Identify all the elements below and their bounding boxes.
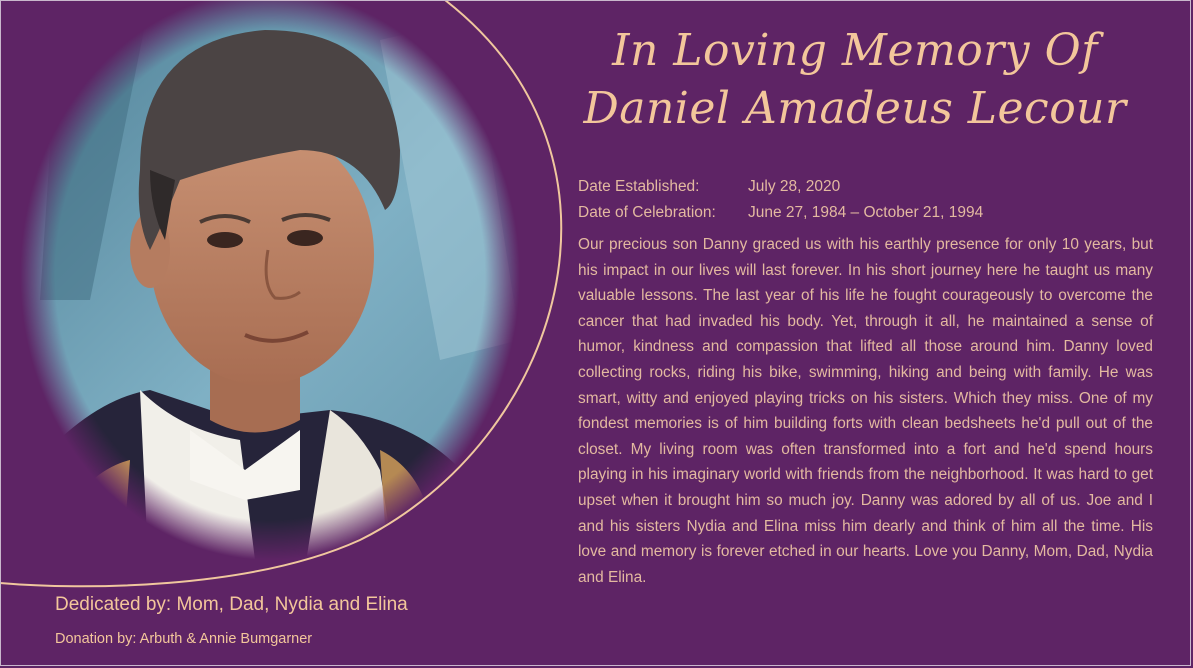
title-line-1: In Loving Memory Of bbox=[612, 25, 1098, 76]
memorial-dates bbox=[578, 174, 983, 226]
date-celebration-label: Date of Celebration: bbox=[578, 204, 716, 221]
date-established-label: Date Established: bbox=[578, 178, 700, 195]
dedication-text: Dedicated by: Mom, Dad, Nydia and Elina bbox=[55, 594, 408, 615]
date-celebration-value: June 27, 1984 – October 21, 1994 bbox=[748, 204, 984, 221]
memorial-title bbox=[560, 22, 1150, 138]
portrait-photo bbox=[0, 0, 600, 600]
title-line-2: Daniel Amadeus Lecour bbox=[583, 83, 1127, 134]
memorial-photo bbox=[0, 0, 600, 600]
date-celebration-row bbox=[578, 200, 983, 226]
date-established-row bbox=[578, 174, 983, 200]
donation-text: Donation by: Arbuth & Annie Bumgarner bbox=[55, 631, 313, 647]
date-established-value: July 28, 2020 bbox=[748, 178, 841, 195]
memorial-story: Our precious son Danny graced us with his earthly presence for only 10 years, but his impact in our lives will last forever. In his short journey here he taught us many valuable lessons. The last year of his life he fought courageously to overcome the cancer that had invaded his body. Yet, through it all, he maintained a sense of humor, kindness and compassion that lifted all those around him. Danny loved collecting rocks, riding his bike, swimming, hiking and being with family. He was smart, witty and enjoyed playing tricks on his sisters. Which they miss. One of my fondest memories is of him building forts with clean bedsheets he'd pull out of the closet. My living room was often transformed into a fort and he'd spend hours playing in his imaginary world with friends from the neighborhood. It was hard to get upset when it brought him so much joy. Danny was adored by all of us. Joe and I and his sisters Nydia and Elina miss him dearly and think of him all the time. His love and memory is forever etched in our hearts. Love you Danny, Mom, Dad, Nydia and Elina. bbox=[578, 236, 1153, 586]
